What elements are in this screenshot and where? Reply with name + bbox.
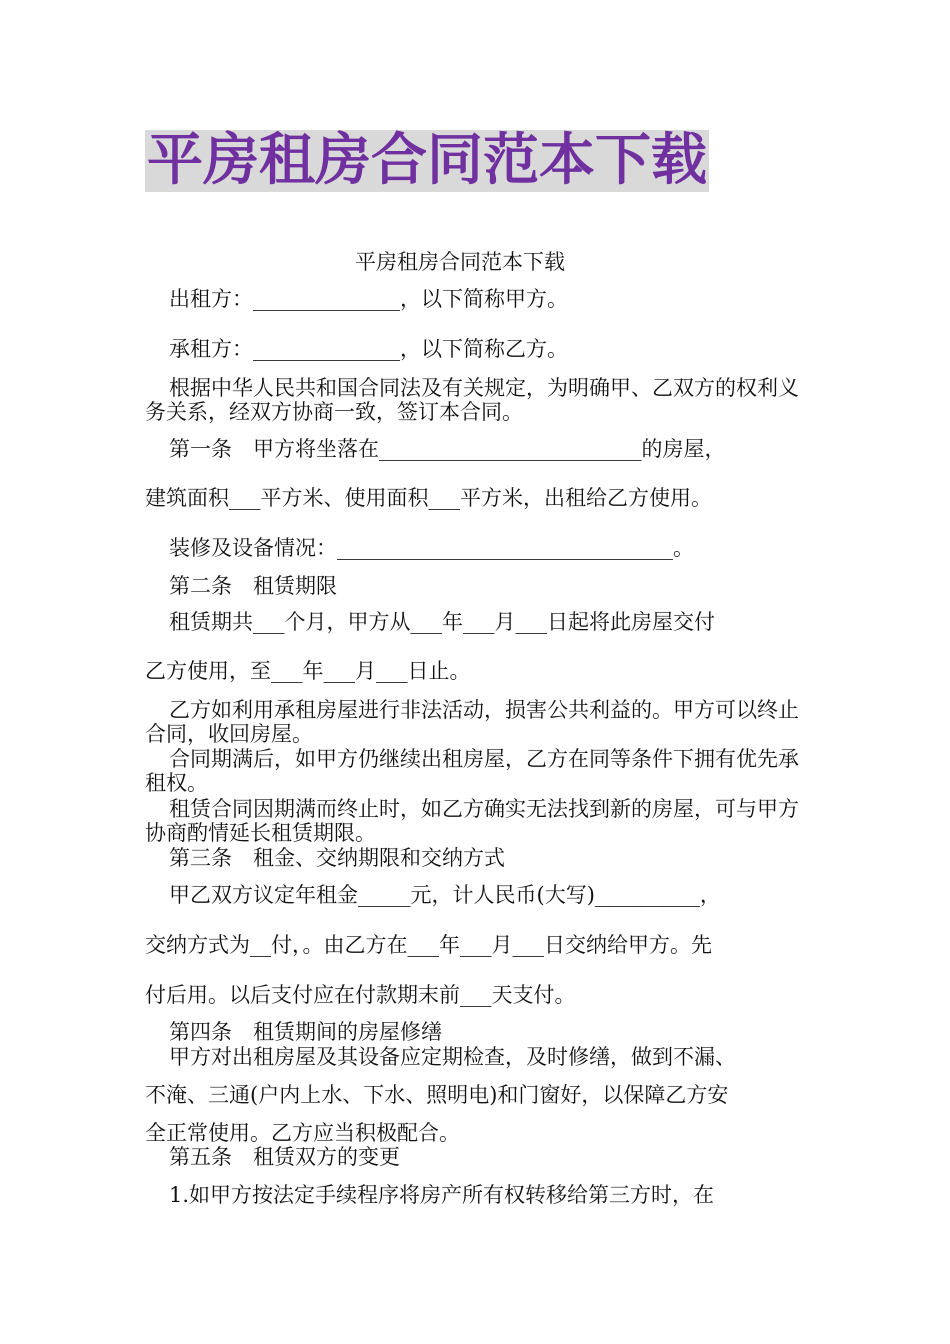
lessor-line: 出租方：______________，以下简称甲方。 [169,287,568,311]
area-line: 建筑面积___平方米、使用面积___平方米，出租给乙方使用。 [145,486,712,510]
article-4-heading: 第四条 租赁期间的房屋修缮 [169,1020,442,1044]
article-2-heading: 第二条 租赁期限 [169,574,337,598]
illegal-use-paragraph: 乙方如利用承租房屋进行非法活动，损害公共利益的。甲方可以终止合同，收回房屋。 [145,698,799,746]
repair-line-3: 全正常使用。乙方应当积极配合。 [145,1121,460,1145]
document-subtitle: 平房租房合同范本下载 [355,250,565,274]
change-line-1: 1.如甲方按法定手续程序将房产所有权转移给第三方时，在 [169,1183,715,1207]
preamble-paragraph: 根据中华人民共和国合同法及有关规定，为明确甲、乙双方的权利义务关系，经双方协商一致，签订本合同。 [145,376,799,424]
document-title: 平房租房合同范本下载 [147,128,707,193]
extension-paragraph: 租赁合同因期满而终止时，如乙方确实无法找到新的房屋，可与甲方协商酌情延长租赁期限。 [145,797,799,845]
article-1-line: 第一条 甲方将坐落在_________________________的房屋， [169,437,726,461]
rent-line-2: 交纳方式为__付，。由乙方在___年___月___日交纳给甲方。先 [145,933,712,957]
rent-line-3: 付后用。以后支付应在付款期末前___天支付。 [145,983,576,1007]
article-3-heading: 第三条 租金、交纳期限和交纳方式 [169,846,505,870]
repair-line-2: 不淹、三通(户内上水、下水、照明电)和门窗好，以保障乙方安 [145,1083,729,1107]
term-line-2: 乙方使用，至___年___月___日止。 [145,659,471,683]
rent-line-1: 甲乙双方议定年租金_____元，计人民币(大写)__________， [169,883,721,907]
article-5-heading: 第五条 租赁双方的变更 [169,1145,400,1169]
fixtures-line: 装修及设备情况：________________________________。 [169,536,694,560]
lessee-line: 承租方：______________，以下简称乙方。 [169,337,568,361]
renewal-paragraph: 合同期满后，如甲方仍继续出租房屋，乙方在同等条件下拥有优先承租权。 [145,747,799,795]
repair-line-1: 甲方对出租房屋及其设备应定期检查，及时修缮，做到不漏、 [169,1045,736,1069]
term-line-1: 租赁期共___个月，甲方从___年___月___日起将此房屋交付 [169,610,715,634]
